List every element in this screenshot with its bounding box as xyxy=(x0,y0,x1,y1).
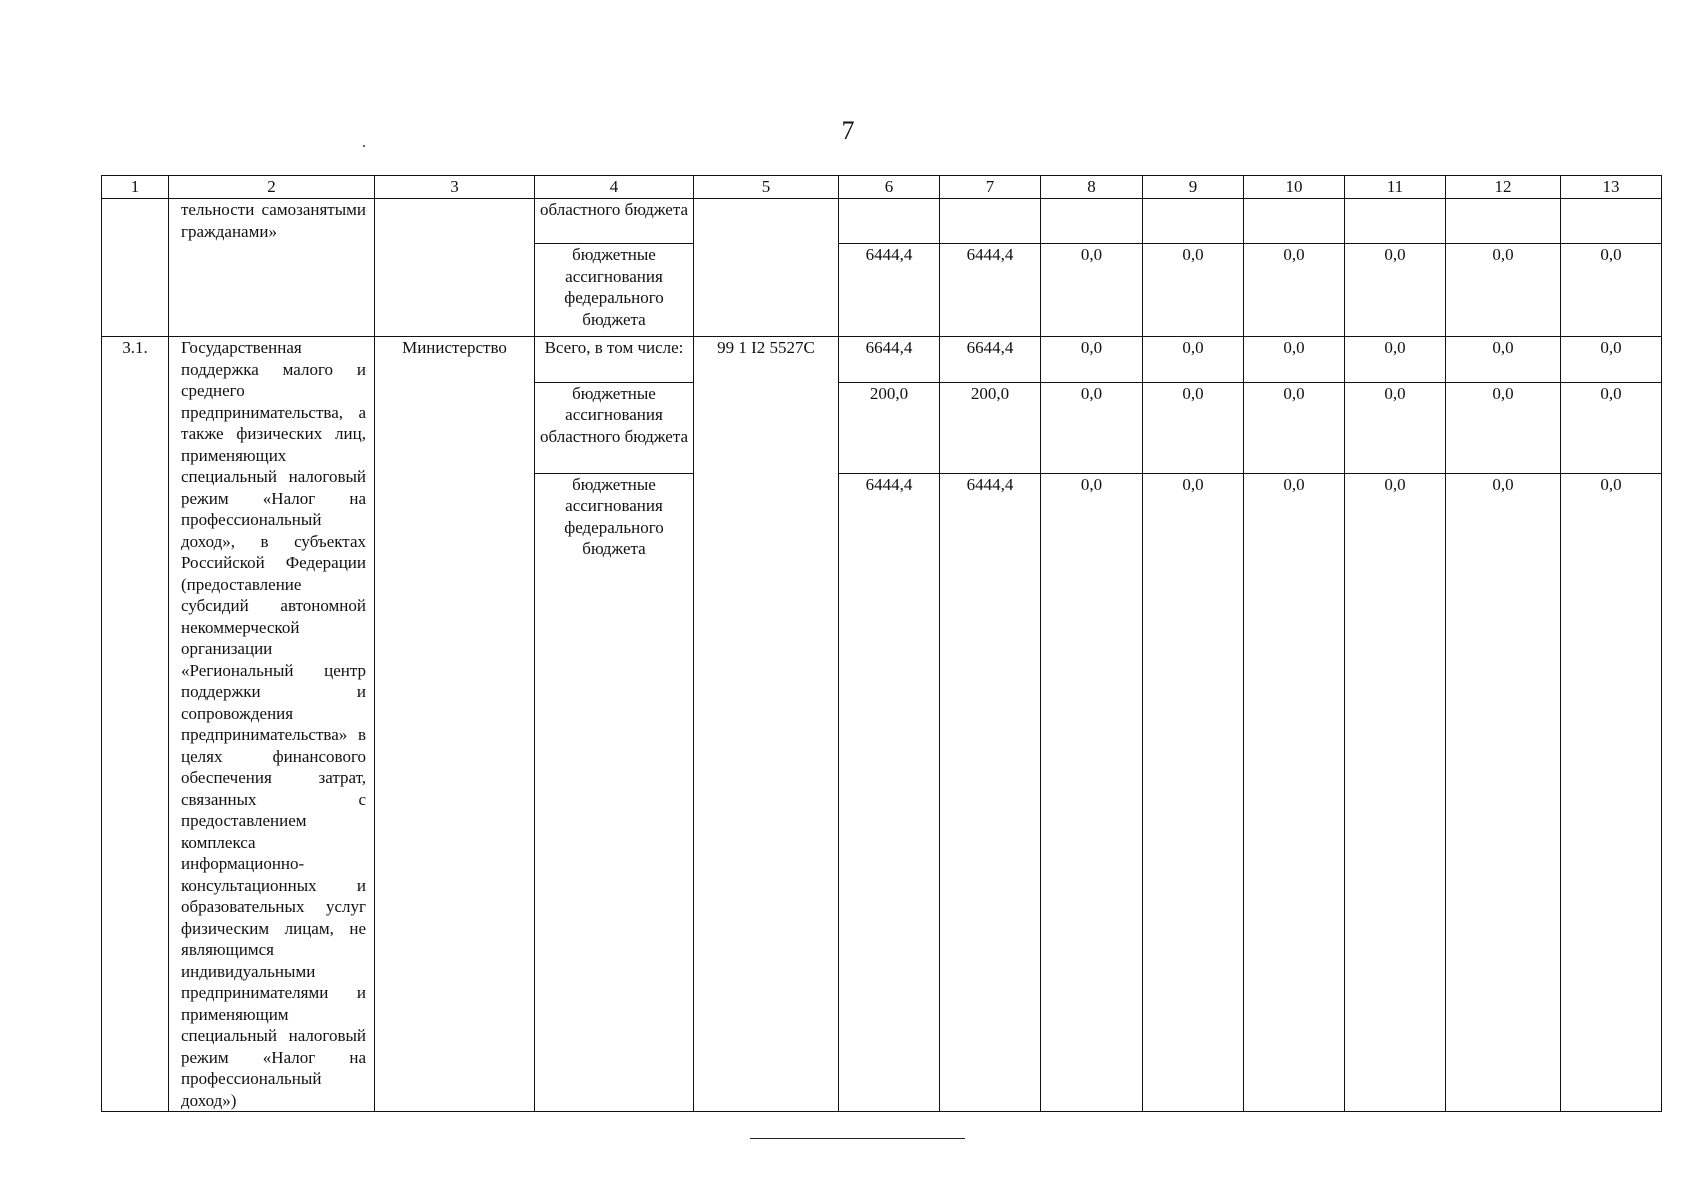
column-number-row xyxy=(102,176,1662,199)
column-number: 3 xyxy=(375,176,535,199)
value-cell: 0,0 xyxy=(1561,337,1662,383)
scan-speck xyxy=(363,145,365,147)
executor-cell xyxy=(375,199,535,337)
value-cell: 0,0 xyxy=(1446,473,1561,1111)
table-row xyxy=(102,337,1662,383)
value-cell: 0,0 xyxy=(1244,382,1345,473)
value-cell xyxy=(1446,199,1561,244)
value-cell: 0,0 xyxy=(1244,244,1345,337)
value-cell: 0,0 xyxy=(1345,337,1446,383)
value-cell: 6444,4 xyxy=(839,473,940,1111)
item-number: 3.1. xyxy=(102,337,169,1112)
value-cell: 0,0 xyxy=(1041,244,1143,337)
value-cell: 0,0 xyxy=(1143,473,1244,1111)
value-cell: 0,0 xyxy=(1561,244,1662,337)
value-cell: 0,0 xyxy=(1244,337,1345,383)
code-cell xyxy=(694,199,839,337)
value-cell xyxy=(1143,199,1244,244)
funding-source: бюджетные ассигнования федерального бюджета xyxy=(535,244,694,337)
funding-source: Всего, в том числе: xyxy=(535,337,694,383)
column-number: 2 xyxy=(169,176,375,199)
column-number: 10 xyxy=(1244,176,1345,199)
column-number: 7 xyxy=(940,176,1041,199)
value-cell xyxy=(1345,199,1446,244)
value-cell: 6644,4 xyxy=(839,337,940,383)
column-number: 9 xyxy=(1143,176,1244,199)
column-number: 4 xyxy=(535,176,694,199)
item-number-cell xyxy=(102,199,169,337)
value-cell: 6444,4 xyxy=(940,244,1041,337)
value-cell: 6444,4 xyxy=(940,473,1041,1111)
value-cell: 0,0 xyxy=(1244,473,1345,1111)
value-cell: 0,0 xyxy=(1041,382,1143,473)
table-row xyxy=(102,199,1662,244)
column-number: 12 xyxy=(1446,176,1561,199)
value-cell: 0,0 xyxy=(1446,244,1561,337)
column-number: 6 xyxy=(839,176,940,199)
value-cell xyxy=(940,199,1041,244)
column-number: 11 xyxy=(1345,176,1446,199)
value-cell: 0,0 xyxy=(1143,337,1244,383)
budget-code: 99 1 I2 5527C xyxy=(694,337,839,1112)
page-number: 7 xyxy=(841,116,855,145)
value-cell xyxy=(1244,199,1345,244)
value-cell: 0,0 xyxy=(1446,382,1561,473)
value-cell xyxy=(1041,199,1143,244)
value-cell: 0,0 xyxy=(1143,244,1244,337)
column-number: 13 xyxy=(1561,176,1662,199)
funding-source: областного бюджета xyxy=(535,199,694,244)
value-cell: 200,0 xyxy=(839,382,940,473)
value-cell: 200,0 xyxy=(940,382,1041,473)
value-cell: 6444,4 xyxy=(839,244,940,337)
value-cell xyxy=(839,199,940,244)
column-number: 8 xyxy=(1041,176,1143,199)
executor: Министерство xyxy=(375,337,535,1112)
value-cell: 0,0 xyxy=(1041,473,1143,1111)
value-cell: 0,0 xyxy=(1041,337,1143,383)
value-cell: 0,0 xyxy=(1143,382,1244,473)
value-cell xyxy=(1561,199,1662,244)
item-description: Государственная поддержка малого и среднего предпринимательства, а также физических лиц, применяющих специальный налоговый режим «Налог на профессиональный доход», в субъектах Российской Федерации (предоставление субсидий автономной некоммерческой организации «Региональный центр поддержки и сопровождения предпринимательства» в целях финансового обеспечения затрат, связанных с предоставлением комплекса информационно-консультационных и образовательных услуг физическим лицам, не являющимся индивидуальными предпринимателями и применяющим специальный налоговый режим «Налог на профессиональный доход») xyxy=(169,337,375,1112)
column-number: 5 xyxy=(694,176,839,199)
budget-table xyxy=(101,175,1662,1112)
item-description: тельности самозанятыми гражданами» xyxy=(169,199,375,337)
value-cell: 0,0 xyxy=(1345,382,1446,473)
value-cell: 0,0 xyxy=(1561,382,1662,473)
value-cell: 0,0 xyxy=(1345,244,1446,337)
funding-source: бюджетные ассигнования федерального бюджета xyxy=(535,473,694,1111)
value-cell: 0,0 xyxy=(1561,473,1662,1111)
column-number: 1 xyxy=(102,176,169,199)
bottom-rule xyxy=(750,1138,965,1139)
funding-source: бюджетные ассигнования областного бюджета xyxy=(535,382,694,473)
value-cell: 0,0 xyxy=(1446,337,1561,383)
value-cell: 0,0 xyxy=(1345,473,1446,1111)
value-cell: 6644,4 xyxy=(940,337,1041,383)
